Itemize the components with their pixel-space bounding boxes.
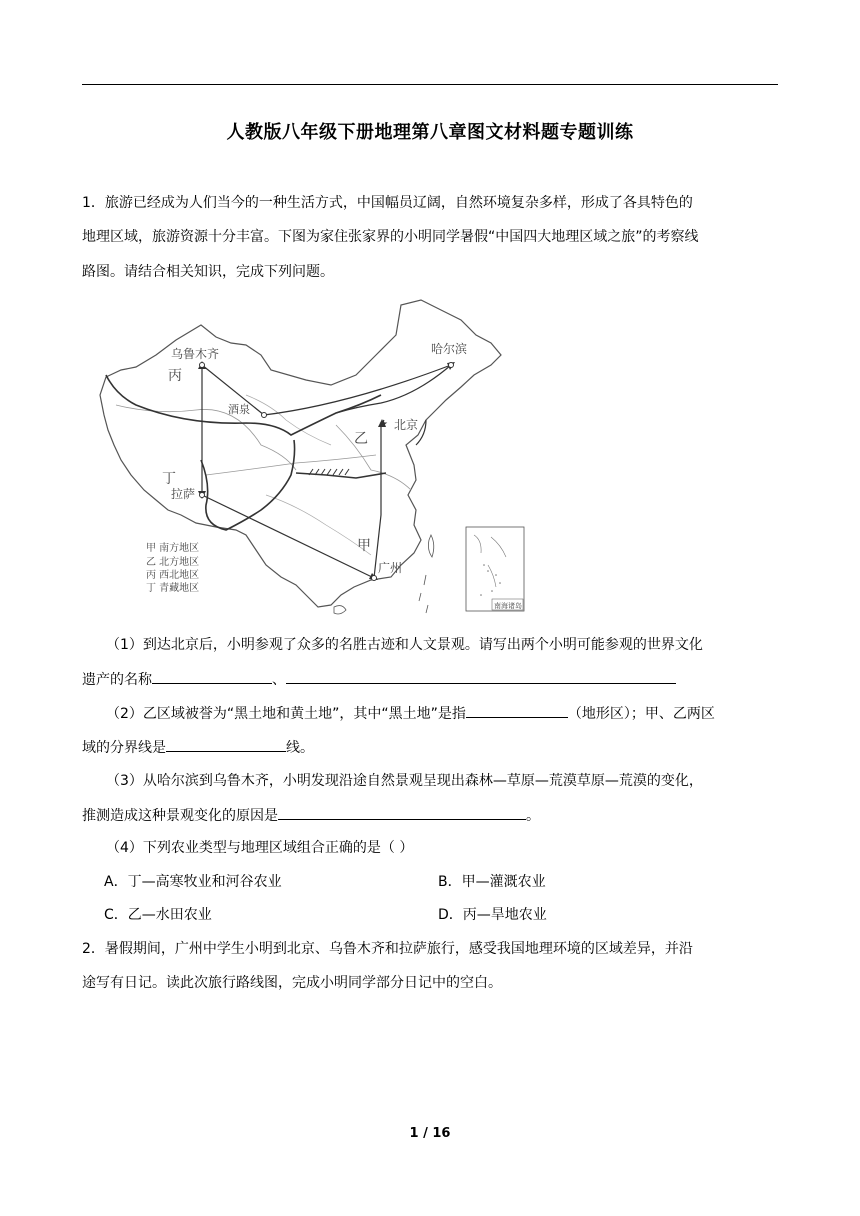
q1-line3: 路图。请结合相关知识，完成下列问题。 bbox=[82, 264, 334, 280]
region-label-bing: 丙 bbox=[168, 368, 182, 384]
city-label-lhasa: 拉萨 bbox=[171, 487, 196, 501]
region-label-yi: 乙 bbox=[354, 431, 368, 447]
option-c[interactable]: C．乙—水田农业 bbox=[104, 907, 212, 923]
svg-text:★: ★ bbox=[379, 419, 388, 430]
city-label-guangzhou: 广州 bbox=[378, 561, 403, 575]
svg-text:丁 青藏地区: 丁 青藏地区 bbox=[146, 583, 200, 594]
q1-sub1-lead: 遗产的名称 bbox=[82, 672, 152, 688]
q1-sub2-line-b bbox=[82, 737, 314, 758]
svg-text:甲 南方地区: 甲 南方地区 bbox=[146, 543, 200, 554]
inset-label: 南海诸岛 bbox=[494, 602, 522, 610]
svg-text:丙 西北地区: 丙 西北地区 bbox=[146, 570, 200, 581]
q1-sub2-lead: （2）乙区域被誉为“黑土地和黄土地”，其中“黑土地”是指 bbox=[106, 706, 466, 722]
q1-sub3-line-a: （3）从哈尔滨到乌鲁木齐，小明发现沿途自然景观呈现出森林—草原—荒漠草原—荒漠的变化， bbox=[106, 773, 703, 789]
q1-sub3-lead: 推测造成这种景观变化的原因是 bbox=[82, 808, 278, 824]
q1-sub2-mid: （地形区）；甲、乙两区 bbox=[567, 706, 715, 722]
page-number: 1 / 16 bbox=[409, 1126, 451, 1141]
q1-line2: 地理区域，旅游资源十分丰富。下图为家住张家界的小明同学暑假“中国四大地理区域之旅”的考察线 bbox=[82, 229, 699, 245]
answer-blank-heritage-2[interactable] bbox=[286, 669, 676, 684]
top-rule bbox=[82, 84, 778, 85]
q1-sub4: （4）下列农业类型与地理区域组合正确的是（ ） bbox=[106, 840, 414, 856]
svg-text:乙 北方地区: 乙 北方地区 bbox=[146, 557, 200, 568]
q2-line1: 2．暑假期间，广州中学生小明到北京、乌鲁木齐和拉萨旅行，感受我国地理环境的区域差异，并沿 bbox=[82, 941, 693, 957]
option-b[interactable]: B．甲—灌溉农业 bbox=[438, 874, 546, 890]
q1-sub1-sep: 、 bbox=[272, 672, 286, 688]
q2-line2: 途写有日记。读此次旅行路线图，完成小明同学部分日记中的空白。 bbox=[82, 975, 502, 991]
city-label-urumqi: 乌鲁木齐 bbox=[171, 347, 220, 361]
map-legend bbox=[146, 541, 199, 594]
region-label-jia: 甲 bbox=[357, 538, 371, 554]
city-label-jiuquan: 酒泉 bbox=[228, 403, 250, 416]
option-a[interactable]: A．丁—高寒牧业和河谷农业 bbox=[104, 874, 282, 890]
answer-blank-landform[interactable] bbox=[466, 703, 568, 718]
q1-line1: 1．旅游已经成为人们当今的一种生活方式，中国幅员辽阔，自然环境复杂多样，形成了各具特色的 bbox=[82, 195, 693, 211]
city-label-harbin: 哈尔滨 bbox=[431, 342, 468, 356]
q1-sub2-line-a bbox=[106, 703, 715, 724]
answer-blank-boundary[interactable] bbox=[166, 737, 286, 752]
q1-sub1-line-b bbox=[82, 669, 676, 690]
option-d[interactable]: D．丙—旱地农业 bbox=[438, 907, 547, 923]
city-label-beijing: 北京 bbox=[394, 418, 419, 432]
answer-blank-reason[interactable] bbox=[278, 805, 526, 820]
q1-sub3-line-b bbox=[82, 805, 540, 826]
q1-sub1-line-a: （1）到达北京后，小明参观了众多的名胜古迹和人文景观。请写出两个小明可能参观的世界文化 bbox=[106, 637, 703, 653]
china-route-map bbox=[96, 295, 536, 620]
q1-sub2-tail: 线。 bbox=[286, 740, 314, 756]
region-label-ding: 丁 bbox=[162, 471, 176, 487]
page-title: 人教版八年级下册地理第八章图文材料题专题训练 bbox=[226, 122, 634, 143]
answer-blank-heritage-1[interactable] bbox=[152, 669, 272, 684]
south-china-sea-inset bbox=[466, 527, 524, 611]
q1-sub2-lead2: 域的分界线是 bbox=[82, 740, 166, 756]
q1-sub3-tail: 。 bbox=[526, 808, 540, 824]
